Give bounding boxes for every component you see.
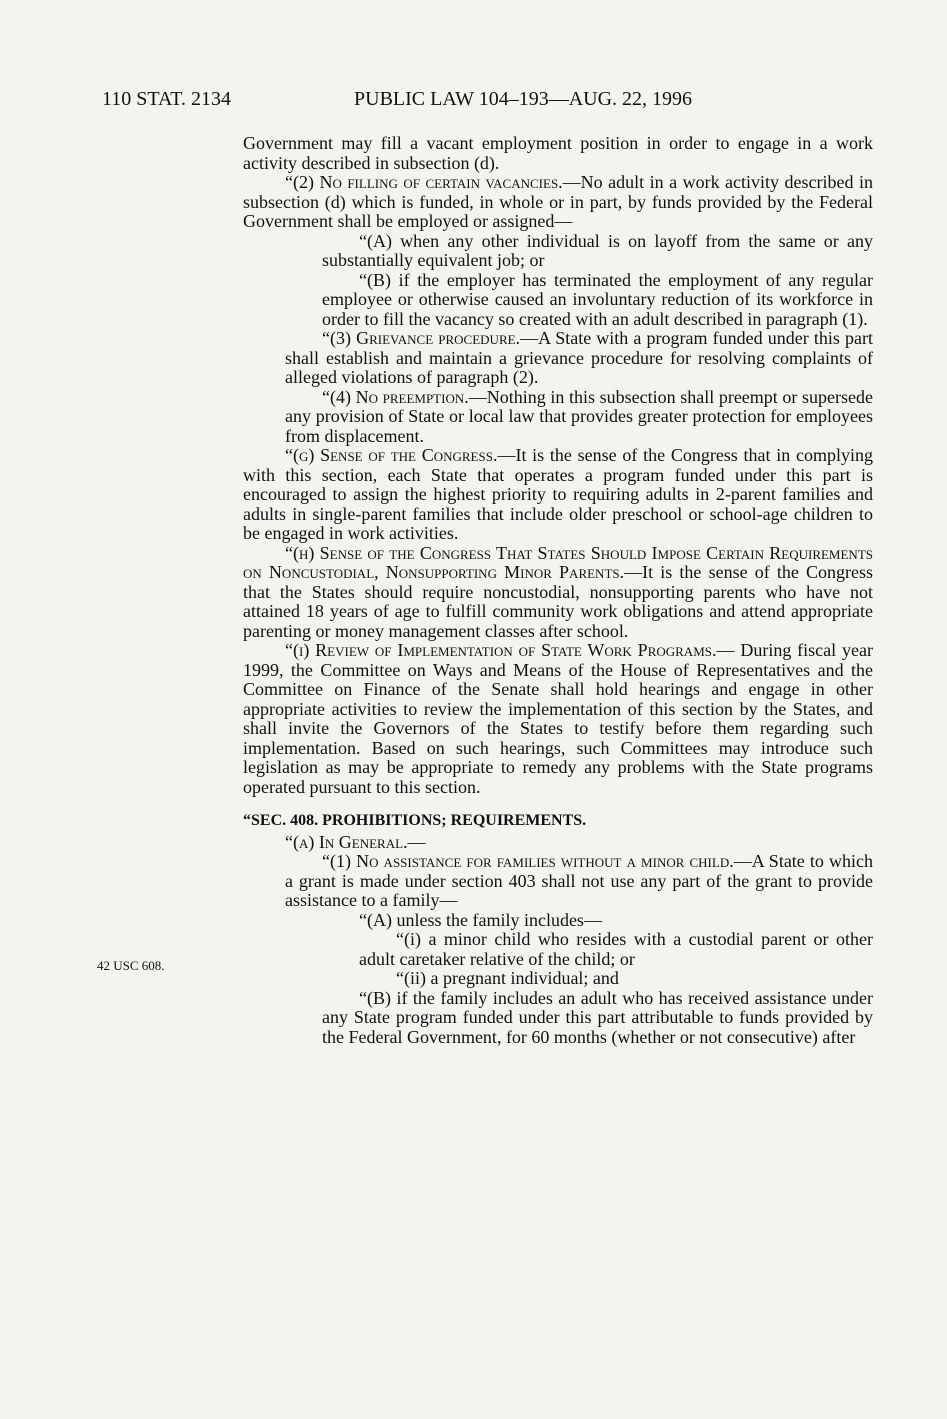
paragraph-f4 [285,388,873,447]
subsection-h [243,544,873,642]
subsection-g [243,446,873,544]
clause-a1ai: “(i) a minor child who resides with a custodial parent or other adult caretaker relative of the child; or [359,929,873,969]
subsection-g-text: —It is the sense of the Congress that in complying with this section, each State that operates a program funded under this part is encouraged to assign the highest priority to requiring adults in 2-parent families and adults in single-parent families that include older preschool or school-age children to be engaged in work activities. [243,445,873,543]
paragraph-f3-text: —A State with a program funded under this part shall establish and maintain a grievance procedure for resolving complaints of alleged violations of paragraph (2). [285,328,873,387]
subsection-h-heading: “(h) Sense of the Congress That States Should Impose Certain Requirements on Noncustodial, Nonsupporting Minor Parents. [243,542,873,582]
subsection-a-heading: “(a) In General. [285,831,408,852]
paragraph-f4-text: —Nothing in this subsection shall preempt or supersede any provision of State or local law that provides greater protection for employees from displacement. [285,386,874,446]
document-body [243,134,873,1047]
paragraph-f2-heading: “(2) No filling of certain vacancies. [285,172,563,192]
subsection-g-heading: “(g) Sense of the Congress. [285,445,498,465]
subsection-a [243,833,873,853]
subparagraph-a1a-block [243,911,873,931]
statute-page-number: 110 STAT. 2134 [102,88,231,110]
subparagraph-a1a: “(A) unless the family includes— [359,909,602,930]
subparagraph-f2b: “(B) if the employer has terminated the employment of any regular employee or otherwise caused an involuntary reduction of its workforce in order to fill the vacancy so created with an adult described in paragraph (1). [322,269,873,329]
paragraph-a1-block [243,852,873,911]
paragraph-f2 [243,173,873,232]
subsection-i-text: — During fiscal year 1999, the Committee on Ways and Means of the House of Representatives and the Committee on Finance of the Senate shall hold hearings and engage in other appropriate activities to review the implementation of this section by the States, and shall invite the Governors of the States to testify before them regarding such implementation. Based on such hearings, such Committees may introduce such legislation as may be appropriate to remedy any problems with the State programs operated pursuant to this section. [243,640,873,797]
subparagraph-f2a: “(A) when any other individual is on layoff from the same or any substantially equivalent job; or [322,230,873,270]
subparagraph-a1b-block [243,989,873,1048]
paragraph-a1-heading: “(1) No assistance for families without a minor child. [322,851,734,871]
paragraph-f3-heading: “(3) Grievance procedure. [322,328,521,348]
paragraph-f4-block [243,388,873,447]
margin-citation: 42 USC 608. [97,958,165,973]
section-408-heading: “SEC. 408. PROHIBITIONS; REQUIREMENTS. [243,812,587,829]
subsection-h-text: —It is the sense of the Congress that the States should require noncustodial, nonsupporting parents who have not attained 18 years of age to fulfill community work obligations and attend appropriate parenting or money management classes after school. [243,562,873,641]
paragraph-f4-heading: “(4) No preemption. [322,386,469,407]
paragraph-a1-text: —A State to which a grant is made under section 403 shall not use any part of the grant to provide assistance to a family— [285,851,873,910]
paragraph-f2-text: —No adult in a work activity described in subsection (d) which is funded, in whole or in part, by funds provided by the Federal Government shall be employed or assigned— [243,172,873,231]
subsection-i-heading: “(i) Review of Implementation of State Work Programs. [285,640,717,660]
subparagraph-a1b: “(B) if the family includes an adult who has received assistance under any State program funded under this part attributable to funds provided by the Federal Government, for 60 months (whether or not consecutive) after [322,987,873,1047]
subparagraph-f2a-block [243,232,873,271]
public-law-title: PUBLIC LAW 104–193—AUG. 22, 1996 [354,88,693,110]
paragraph-a1 [285,852,873,911]
clause-a1ai-block [243,930,873,969]
subsection-i [243,641,873,797]
subsection-a-text: — [407,831,426,852]
clause-a1aii: “(ii) a pregnant individual; and [396,968,619,988]
paragraph-continuation: Government may fill a vacant employment position in order to engage in a work activity described in subsection (d). [243,133,873,173]
paragraph-f3 [285,329,873,388]
paragraph-f3-block [243,329,873,388]
clause-a1aii-block [243,969,873,989]
subparagraph-f2b-block [243,271,873,330]
